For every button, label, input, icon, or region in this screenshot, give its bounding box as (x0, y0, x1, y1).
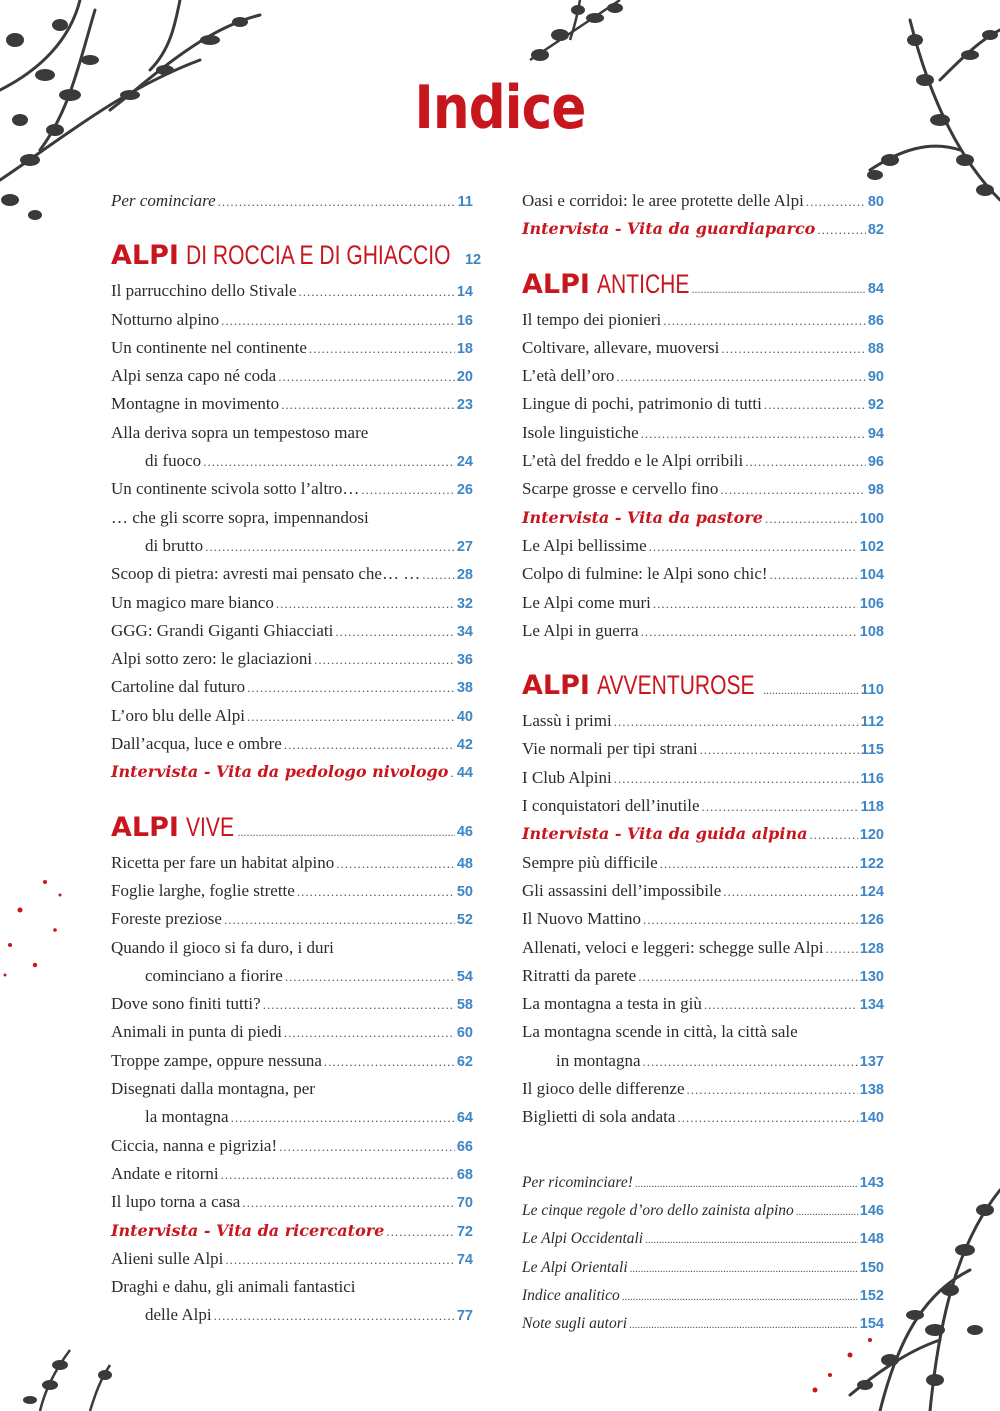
toc-entry[interactable]: L’oro blu delle Alpi ..... 40 (111, 702, 473, 730)
toc-entry[interactable]: Quando il gioco si fa duro, i duri (111, 937, 334, 957)
toc-entry[interactable]: Il Nuovo Mattino ..... 126 (522, 905, 884, 933)
toc-entry[interactable]: Dove sono finiti tutti? ..... 58 (111, 990, 473, 1018)
toc-entry[interactable]: Le Alpi in guerra ..... 108 (522, 617, 884, 645)
toc-entry[interactable]: Coltivare, allevare, muoversi ..... 88 (522, 334, 884, 362)
toc-entry-interview[interactable]: Intervista - Vita da pastore ..... 100 (522, 504, 884, 532)
toc-entry[interactable]: Disegnati dalla montagna, per (111, 1079, 315, 1099)
toc-entry-appendix[interactable]: Per ricominciare! ..... 143 (522, 1169, 884, 1197)
toc-entry[interactable]: Un continente nel continente ..... 18 (111, 334, 473, 362)
toc-entry-appendix[interactable]: Le Alpi Occidentali ..... 148 (522, 1225, 884, 1253)
toc-entry[interactable]: L’età del freddo e le Alpi orribili ..... 96 (522, 447, 884, 475)
toc-entry-appendix[interactable]: Le cinque regole d’oro dello zainista alpino ..... 146 (522, 1197, 884, 1225)
toc-entry[interactable]: L’età dell’oro ..... 90 (522, 362, 884, 390)
toc-entry-continuation[interactable]: la montagna ..... 64 (111, 1103, 473, 1131)
toc-entry[interactable]: Andate e ritorni ..... 68 (111, 1160, 473, 1188)
section-heading-vive[interactable]: ALPI VIVE ..... 46 (111, 805, 473, 849)
toc-entry[interactable]: Foreste preziose ..... 52 (111, 905, 473, 933)
toc-left-column (111, 187, 482, 1330)
toc-entry[interactable]: Draghi e dahu, gli animali fantastici (111, 1277, 356, 1297)
toc-entry[interactable]: Il gioco delle differenze ..... 138 (522, 1075, 884, 1103)
toc-entry[interactable]: Oasi e corridoi: le aree protette delle Alpi ..... 80 (522, 187, 884, 215)
toc-entry[interactable]: Troppe zampe, oppure nessuna ..... 62 (111, 1047, 473, 1075)
toc-right-column (522, 187, 884, 1338)
section-heading-roccia[interactable]: ALPI DI ROCCIA E DI GHIACCIO 12 (111, 240, 482, 272)
toc-entry[interactable]: Alla deriva sopra un tempestoso mare (111, 422, 369, 442)
toc-entry[interactable]: Le Alpi come muri ..... 106 (522, 589, 884, 617)
toc-entry[interactable]: Colpo di fulmine: le Alpi sono chic! ..... 104 (522, 560, 884, 588)
toc-entry[interactable]: Ciccia, nanna e pigrizia! ..... 66 (111, 1132, 473, 1160)
toc-entry[interactable]: Lassù i primi ..... 112 (522, 707, 884, 735)
toc-entry-appendix[interactable]: Indice analitico ..... 152 (522, 1282, 884, 1310)
toc-entry-interview[interactable]: Intervista - Vita da ricercatore ..... 72 (111, 1217, 473, 1245)
toc-entry[interactable]: Scoop di pietra: avresti mai pensato che… … ..... 28 (111, 560, 473, 588)
toc-entry[interactable]: I conquistatori dell’inutile ..... 118 (522, 792, 884, 820)
toc-entry-continuation[interactable]: di fuoco ..... 24 (111, 447, 473, 475)
branch-bottom-left-decoration (0, 1340, 120, 1411)
toc-entry[interactable]: GGG: Grandi Giganti Ghiacciati ..... 34 (111, 617, 473, 645)
toc-entry[interactable]: La montagna a testa in giù ..... 134 (522, 990, 884, 1018)
toc-entry[interactable]: Le Alpi bellissime ..... 102 (522, 532, 884, 560)
toc-entry[interactable]: Vie normali per tipi strani ..... 115 (522, 735, 884, 763)
toc-entry[interactable]: Dall’acqua, luce e ombre ..... 42 (111, 730, 473, 758)
toc-entry-interview[interactable]: Intervista - Vita da guardiaparco ..... 82 (522, 215, 884, 243)
entry-title: Per cominciare (111, 191, 216, 210)
toc-entry-interview[interactable]: Intervista - Vita da guida alpina ..... 120 (522, 820, 884, 848)
toc-entry[interactable]: Foglie larghe, foglie strette ..... 50 (111, 877, 473, 905)
toc-entry[interactable]: … che gli scorre sopra, impennandosi (111, 507, 369, 527)
toc-entry-continuation[interactable]: di brutto ..... 27 (111, 532, 473, 560)
toc-entry[interactable]: Animali in punta di piedi ..... 60 (111, 1018, 473, 1046)
toc-entry-continuation[interactable]: in montagna ..... 137 (522, 1047, 884, 1075)
toc-entry[interactable]: Alieni sulle Alpi ..... 74 (111, 1245, 473, 1273)
section-heading-avventurose[interactable]: ALPI AVVENTUROSE ..... 110 (522, 663, 884, 707)
toc-entry[interactable]: I Club Alpini ..... 116 (522, 764, 884, 792)
toc-entry[interactable]: Sempre più difficile ..... 122 (522, 849, 884, 877)
page-title: Indice (414, 73, 586, 143)
toc-entry[interactable]: Cartoline dal futuro ..... 38 (111, 673, 473, 701)
toc-entry-intro[interactable] (111, 187, 473, 215)
toc-entry[interactable]: Allenati, veloci e leggeri: schegge sulle Alpi ..... 128 (522, 934, 884, 962)
toc-entry[interactable]: Il parrucchino dello Stivale ..... 14 (111, 277, 473, 305)
toc-entry[interactable]: Il tempo dei pionieri ..... 86 (522, 306, 884, 334)
section-heading-antiche[interactable]: ALPI ANTICHE ..... 84 (522, 262, 884, 306)
toc-entry[interactable]: Ritratti da parete ..... 130 (522, 962, 884, 990)
toc-entry[interactable]: Biglietti di sola andata ..... 140 (522, 1103, 884, 1131)
toc-entry-continuation[interactable]: delle Alpi ..... 77 (111, 1301, 473, 1329)
toc-entry[interactable]: Alpi senza capo né coda ..... 20 (111, 362, 473, 390)
red-splatter-decoration (0, 870, 70, 990)
toc-entry[interactable]: Isole linguistiche ..... 94 (522, 419, 884, 447)
toc-entry-continuation[interactable]: cominciano a fiorire ..... 54 (111, 962, 473, 990)
toc-entry[interactable]: Lingue di pochi, patrimonio di tutti ..... 92 (522, 390, 884, 418)
toc-entry-interview[interactable]: Intervista - Vita da pedologo nivologo ..... 44 (111, 758, 473, 786)
toc-entry[interactable]: Un continente scivola sotto l’altro… ..... 26 (111, 475, 473, 503)
toc-entry[interactable]: Ricetta per fare un habitat alpino ..... 48 (111, 849, 473, 877)
toc-entry[interactable]: Il lupo torna a casa ..... 70 (111, 1188, 473, 1216)
toc-entry[interactable]: Alpi sotto zero: le glaciazioni ..... 36 (111, 645, 473, 673)
toc-entry-appendix[interactable]: Note sugli autori ..... 154 (522, 1310, 884, 1338)
toc-entry[interactable]: Scarpe grosse e cervello fino ..... 98 (522, 475, 884, 503)
toc-entry[interactable]: La montagna scende in città, la città sale (522, 1022, 798, 1042)
toc-entry[interactable]: Un magico mare bianco ..... 32 (111, 589, 473, 617)
entry-page: 11 (457, 194, 473, 210)
toc-entry[interactable]: Gli assassini dell’impossibile ..... 124 (522, 877, 884, 905)
branch-top-center-decoration (520, 0, 640, 80)
toc-entry-appendix[interactable]: Le Alpi Orientali ..... 150 (522, 1254, 884, 1282)
toc-entry[interactable]: Montagne in movimento ..... 23 (111, 390, 473, 418)
toc-entry[interactable]: Notturno alpino ..... 16 (111, 306, 473, 334)
